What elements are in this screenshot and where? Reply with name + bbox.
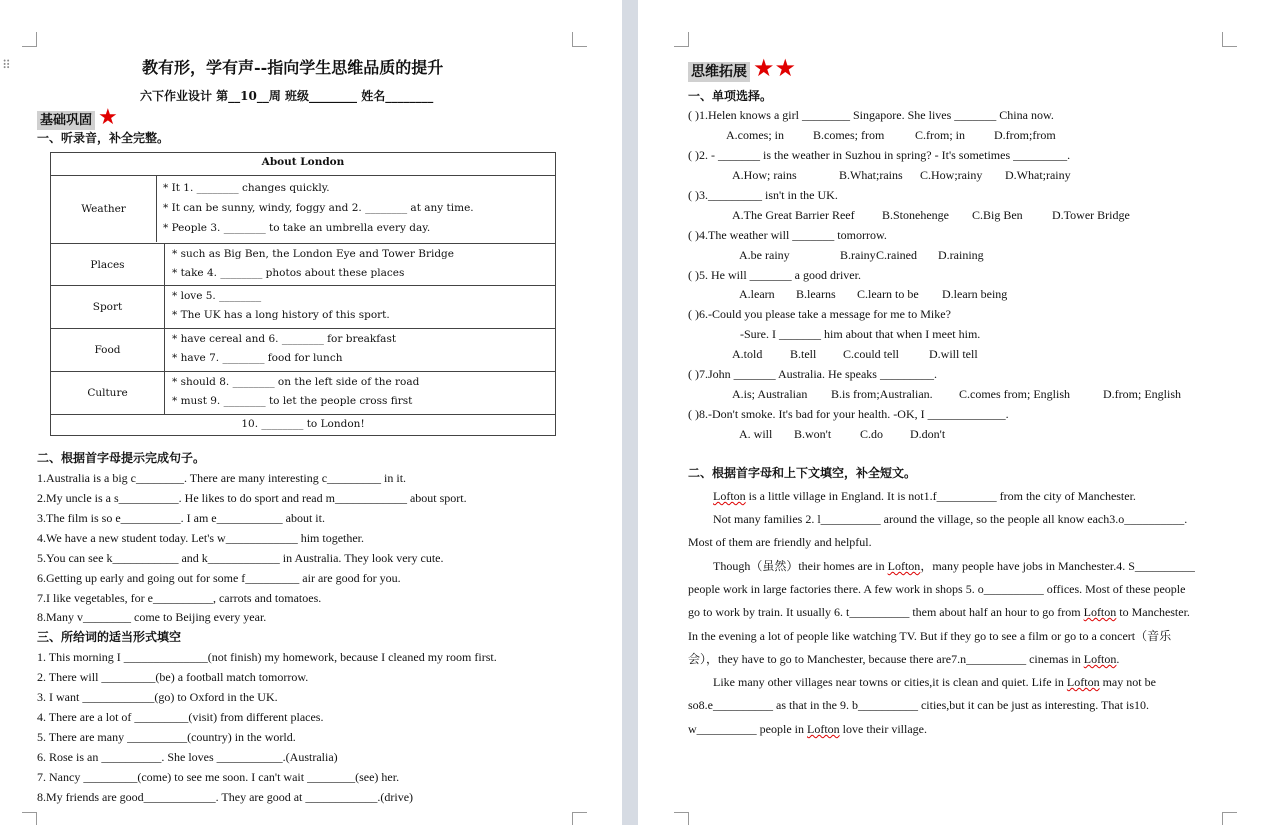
mc-option: C.do <box>860 427 884 441</box>
part2-line: 1.Australia is a big c________. There are many interesting c_________ in it. <box>37 471 407 485</box>
mc-option: B.rainy <box>840 248 876 262</box>
cloze-line: Most of them are friendly and helpful. <box>688 535 872 549</box>
table-cat-culture: Culture <box>51 372 165 414</box>
section-extend-label: 思维拓展 <box>688 62 750 82</box>
table-line: * People 3. ________ to take an umbrella every day. <box>163 222 431 234</box>
part3-line: 1. This morning I ______________(not finish) my homework, because I cleaned my room first. <box>37 650 497 664</box>
table-title: About London <box>261 156 345 168</box>
mc-option: A.How; rains <box>732 168 797 182</box>
section-extend <box>688 58 796 80</box>
crop-mark <box>22 32 37 47</box>
mc-option: D.will tell <box>929 347 978 361</box>
mc-option: D.from;from <box>994 128 1056 142</box>
cloze-line: people work in large factories there. A few work in shops 5. o__________ offices. Most of these people <box>688 582 1186 596</box>
stars-icon: ★★ <box>753 56 797 82</box>
mc-option: B.is from;Australian. <box>831 387 933 401</box>
mc-option: D.learn being <box>942 287 1008 301</box>
mc-option: A.be rainy <box>739 248 790 262</box>
table-line: * have cereal and 6. ________ for breakfast <box>172 333 397 345</box>
mc-option: C.from; in <box>915 128 965 142</box>
mc-option: B.Stonehenge <box>882 208 949 222</box>
part3-line: 3. I want ____________(go) to Oxford in the UK. <box>37 690 278 704</box>
table-line: * such as Big Ben, the London Eye and Tower Bridge <box>172 248 454 260</box>
mc-option: A.The Great Barrier Reef <box>732 208 855 222</box>
cloze-line: In the evening a lot of people like watching TV. But if they go to see a film or go to a concert（音乐 <box>688 629 1172 643</box>
mc-question: ( )2. - _______ is the weather in Suzhou in spring? - It's sometimes _________. <box>688 148 1071 162</box>
part3-line: 6. Rose is an __________. She loves ___________.(Australia) <box>37 750 338 764</box>
mc-question: ( )1.Helen knows a girl ________ Singapore. She lives _______ China now. <box>688 108 1054 122</box>
mc-option: D.What;rainy <box>1005 168 1071 182</box>
mc-option: C.comes from; English <box>959 387 1070 401</box>
table-row-culture <box>51 371 555 414</box>
part2-heading: 二、根据首字母提示完成句子。 <box>37 451 206 465</box>
mc-question-line2: -Sure. I _______ him about that when I meet him. <box>740 327 981 341</box>
mc-option: C.could tell <box>843 347 899 361</box>
part1-heading: 一、听录音，补全完整。 <box>37 131 170 145</box>
part2-line: 2.My uncle is a s__________. He likes to do sport and read m____________ about sport. <box>37 491 467 505</box>
cloze-line: 会），they have to go to Manchester, because there are7.n__________ cinemas in Lofton. <box>688 652 1120 666</box>
mc-question: ( )3._________ isn't in the UK. <box>688 188 838 202</box>
table-cat-sport: Sport <box>51 286 165 328</box>
mc-option: D.from; English <box>1103 387 1181 401</box>
crop-mark <box>1222 32 1237 47</box>
part2-line: 6.Getting up early and going out for some f_________ air are good for you. <box>37 571 401 585</box>
mc-option: D.raining <box>938 248 984 262</box>
table-line: * It 1. ________ changes quickly. <box>163 182 330 194</box>
crop-mark <box>674 32 689 47</box>
mc-question: ( )8.-Don't smoke. It's bad for your health. -OK, I _____________. <box>688 407 1009 421</box>
table-row-places <box>51 243 555 286</box>
mc-option: B.learns <box>796 287 836 301</box>
mc-heading: 一、单项选择。 <box>688 89 773 103</box>
crop-mark <box>572 32 587 47</box>
mc-option: C.Big Ben <box>972 208 1023 222</box>
mc-question: ( )7.John _______ Australia. He speaks _________. <box>688 367 937 381</box>
mc-option: A. will <box>739 427 773 441</box>
cloze-line: go to work by train. It usually 6. t__________ them about half an hour to go from Lofton to Manchester. <box>688 605 1190 619</box>
section-basic-label: 基础巩固 <box>37 111 95 130</box>
table-line: * love 5. ________ <box>172 290 262 302</box>
page-title: 教有形，学有声--指向学生思维品质的提升 <box>142 58 444 77</box>
crop-mark <box>22 812 37 825</box>
table-cat-places: Places <box>51 244 165 286</box>
table-line: * The UK has a long history of this sport. <box>172 309 390 321</box>
mc-option: C.rained <box>876 248 917 262</box>
part3-line: 8.My friends are good____________. They are good at ____________.(drive) <box>37 790 414 804</box>
section-basic <box>37 106 118 129</box>
mc-option: B.won't <box>794 427 832 441</box>
part2-line: 8.Many v________ come to Beijing every year. <box>37 610 267 624</box>
crop-mark <box>1222 812 1237 825</box>
table-line: * have 7. ________ food for lunch <box>172 352 343 364</box>
mc-question: ( )6.-Could you please take a message for me to Mike? <box>688 307 951 321</box>
part2-line: 7.I like vegetables, for e__________, carrots and tomatoes. <box>37 591 322 605</box>
table-row-food <box>51 328 555 371</box>
cloze-line: Like many other villages near towns or cities,it is clean and quiet. Life in Lofton may not be <box>713 675 1156 689</box>
right-page <box>638 0 1265 825</box>
left-page <box>0 0 622 825</box>
about-london-table <box>50 152 556 436</box>
cloze-line: w__________ people in Lofton love their village. <box>688 722 927 736</box>
mc-option: C.How;rainy <box>920 168 983 182</box>
mc-option: A.told <box>732 347 763 361</box>
part3-line: 7. Nancy _________(come) to see me soon. I can't wait ________(see) her. <box>37 770 400 784</box>
part2-line: 5.You can see k___________ and k____________ in Australia. They look very cute. <box>37 551 444 565</box>
mc-option: B.What;rains <box>839 168 903 182</box>
part3-line: 4. There are a lot of _________(visit) from different places. <box>37 710 324 724</box>
mc-option: D.don't <box>910 427 946 441</box>
crop-mark <box>572 812 587 825</box>
table-row-sport <box>51 285 555 328</box>
part3-heading: 三、所给词的适当形式填空 <box>37 630 182 644</box>
star-icon: ★ <box>98 104 118 129</box>
mc-question: ( )5. He will _______ a good driver. <box>688 268 861 282</box>
table-cat-food: Food <box>51 329 165 371</box>
cloze-line: Not many families 2. l__________ around the village, so the people all know each3.o__________. <box>713 512 1188 526</box>
crop-mark <box>674 812 689 825</box>
mc-option: A.is; Australian <box>732 387 808 401</box>
page-subtitle: 六下作业设计 第__10__周 班级________ 姓名________ <box>140 89 434 103</box>
part3-line: 5. There are many __________(country) in the world. <box>37 730 296 744</box>
cloze-line: so8.e__________ as that in the 9. b__________ cities,but it can be just as interesting. That is10. <box>688 698 1150 712</box>
table-line: * must 9. ________ to let the people cross first <box>172 395 413 407</box>
cloze-line: Though（虽然）their homes are in Lofton，many people have jobs in Manchester.4. S__________ <box>713 559 1195 573</box>
table-footer: 10. ________ to London! <box>241 418 365 430</box>
table-line: * It can be sunny, windy, foggy and 2. ________ at any time. <box>163 202 474 214</box>
mc-option: A.learn <box>739 287 775 301</box>
cloze-line: Lofton is a little village in England. It is not1.f__________ from the city of Manchester. <box>713 489 1136 503</box>
mc-option: C.learn to be <box>857 287 919 301</box>
part3-line: 2. There will _________(be) a football match tomorrow. <box>37 670 309 684</box>
mc-question: ( )4.The weather will _______ tomorrow. <box>688 228 887 242</box>
table-cat-weather: Weather <box>51 176 157 242</box>
part2-line: 3.The film is so e__________. I am e___________ about it. <box>37 511 325 525</box>
table-line: * should 8. ________ on the left side of the road <box>172 376 420 388</box>
table-row-weather <box>51 175 555 242</box>
table-line: * take 4. ________ photos about these places <box>172 267 405 279</box>
part2-line: 4.We have a new student today. Let's w____________ him together. <box>37 531 365 545</box>
mc-option: D.Tower Bridge <box>1052 208 1130 222</box>
mc-option: A.comes; in <box>726 128 784 142</box>
mc-option: B.comes; from <box>813 128 885 142</box>
drag-handle-icon[interactable]: ⠿ <box>2 58 9 72</box>
cloze-heading: 二、根据首字母和上下文填空，补全短文。 <box>688 466 917 480</box>
mc-option: B.tell <box>790 347 817 361</box>
table-row-footer <box>51 414 555 437</box>
